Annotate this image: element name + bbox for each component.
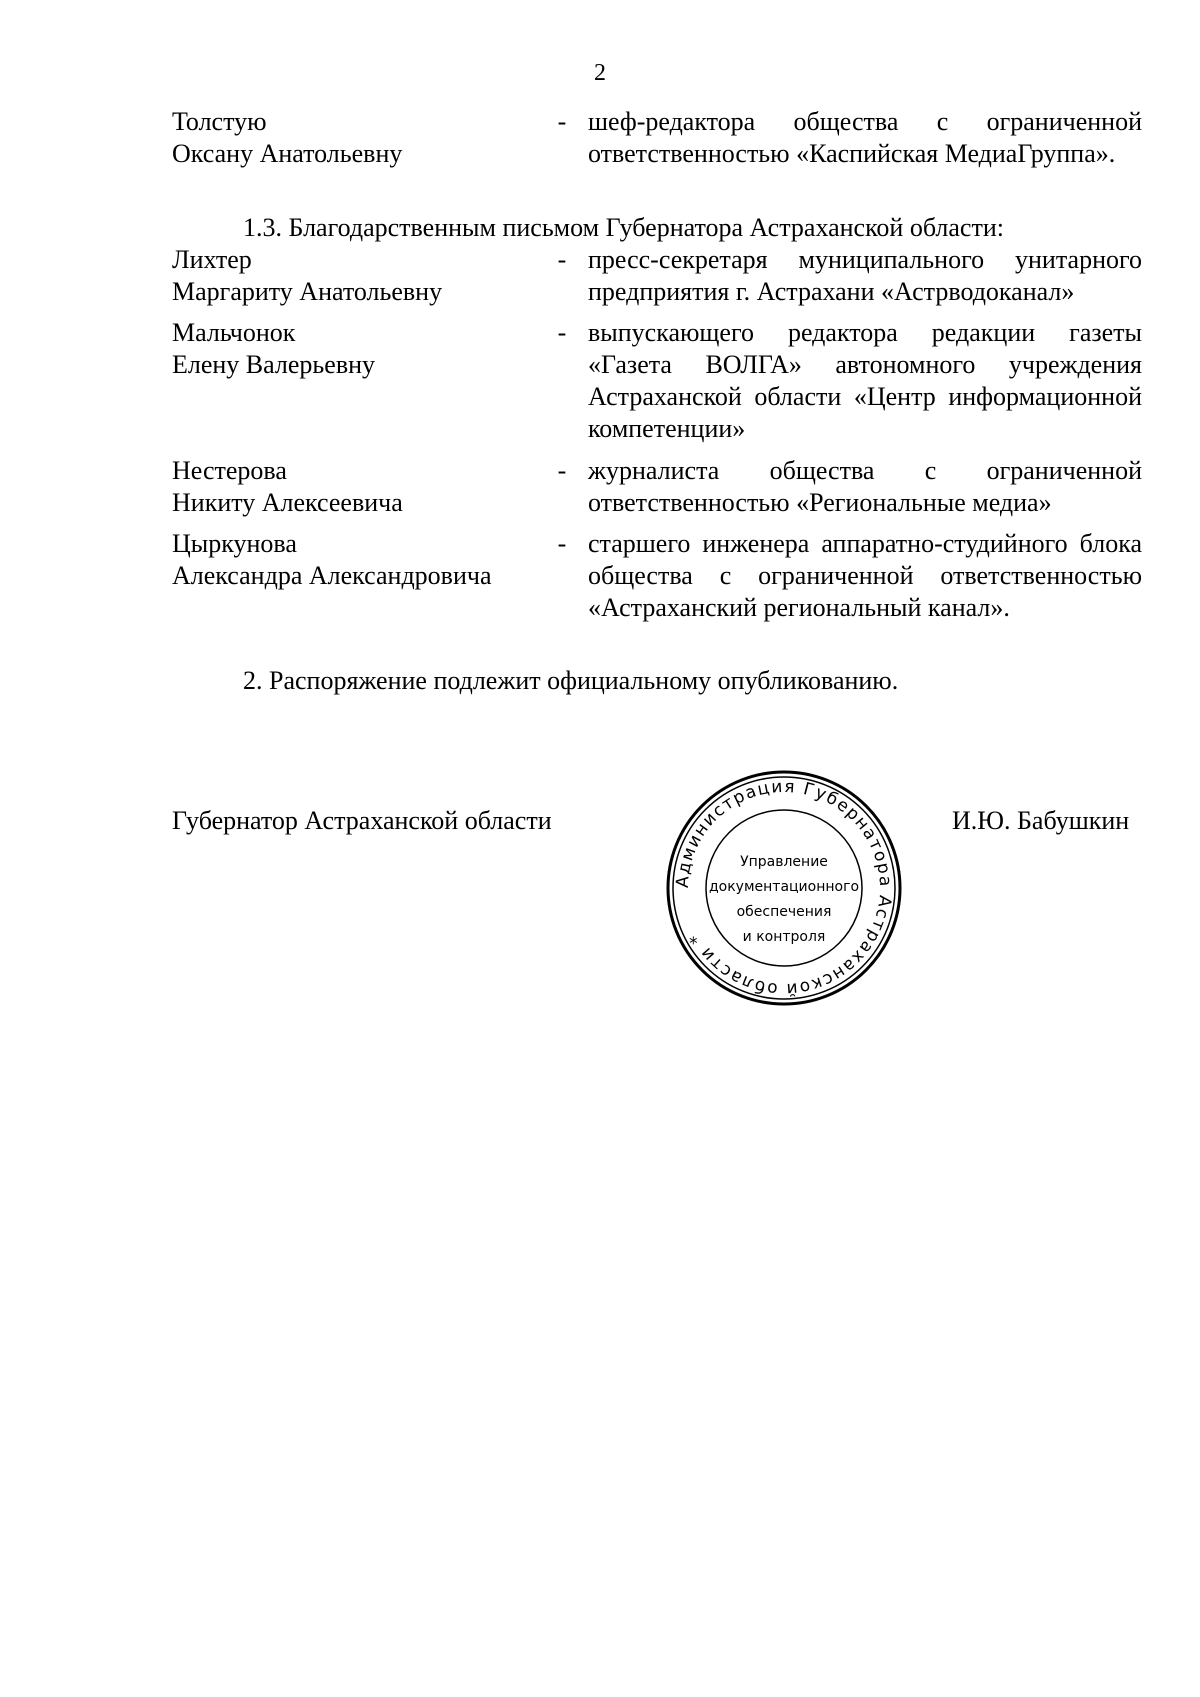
- closing-paragraph: 2. Распоряжение подлежит официальному опубликованию.: [243, 666, 899, 695]
- person-surname: Цыркунова: [172, 529, 297, 558]
- dash-separator: -: [557, 529, 567, 558]
- award-entry-tsyrkunov: [172, 528, 1142, 656]
- signatory-name: И.Ю. Бабушкин: [952, 806, 1130, 835]
- person-surname: Толстую: [172, 107, 267, 136]
- person-surname: Мальчонок: [172, 318, 296, 347]
- award-entry-nesterov: [172, 455, 1142, 519]
- page-number: 2: [594, 60, 606, 86]
- signatory-position: Губернатор Астраханской области: [172, 806, 552, 835]
- seal-center-line: обеспечения: [736, 904, 832, 920]
- position-description: старшего инженера аппаратно-студийного блока общества с ограниченной ответственностью «Астраханский региональный канал».: [588, 529, 1142, 622]
- person-name: [172, 317, 542, 381]
- dash-separator: -: [557, 107, 567, 136]
- seal-center-line: Управление: [740, 854, 828, 870]
- person-name: [172, 455, 542, 519]
- person-surname: Нестерова: [172, 456, 287, 485]
- person-given-names: Александра Александровича: [172, 561, 492, 590]
- person-name: [172, 244, 542, 308]
- official-seal: [664, 768, 904, 1008]
- position-description: шеф-редактора общества с ограниченной ответственностью «Каспийская МедиаГруппа».: [588, 107, 1142, 168]
- position-description: выпускающего редактора редакции газеты «Газета ВОЛГА» автономного учреждения Астраханской области «Центр информационной компетенции»: [588, 318, 1142, 443]
- person-given-names: Никиту Алексеевича: [172, 488, 403, 517]
- seal-graphic: [664, 768, 904, 1008]
- award-entry-malchonok: [172, 317, 1142, 445]
- person-name: [172, 106, 542, 170]
- position-description: журналиста общества с ограниченной ответственностью «Региональные медиа»: [588, 456, 1142, 517]
- person-given-names: Оксану Анатольевну: [172, 139, 403, 168]
- person-name: [172, 528, 542, 592]
- dash-separator: -: [557, 318, 567, 347]
- award-entry-tolstaya: [172, 106, 1142, 202]
- seal-center-line: документационного: [708, 879, 860, 895]
- person-surname: Лихтер: [172, 245, 252, 274]
- person-given-names: Елену Валерьевну: [172, 350, 376, 379]
- seal-center-line: и контроля: [742, 929, 826, 945]
- dash-separator: -: [557, 456, 567, 485]
- position-description: пресс-секретаря муниципального унитарного предприятия г. Астрахани «Астрводоканал»: [588, 245, 1142, 306]
- seal-ring-text: Администрация Губернатора Астраханской области *: [672, 776, 896, 1000]
- award-entry-likhter: [172, 244, 1142, 308]
- person-given-names: Маргариту Анатольевну: [172, 277, 443, 306]
- dash-separator: -: [557, 245, 567, 274]
- section-heading: 1.3. Благодарственным письмом Губернатора Астраханской области:: [243, 213, 1004, 242]
